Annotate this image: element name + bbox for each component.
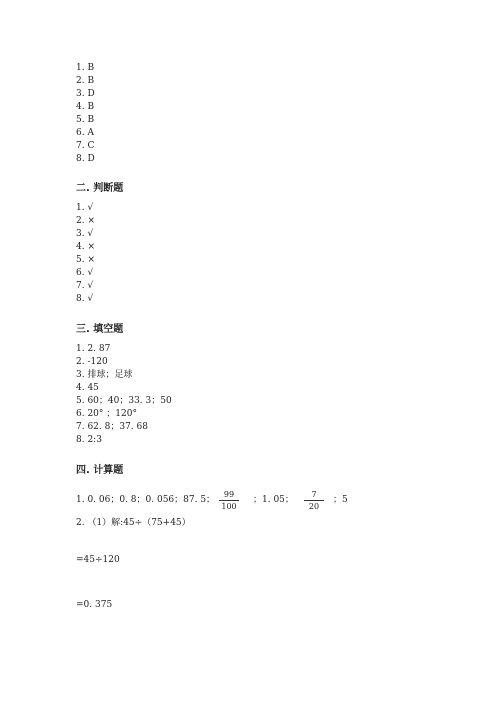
calc-answer-2-line2: =45÷120 <box>76 555 120 565</box>
fill-blank-answer-4: 4. 45 <box>76 383 99 393</box>
judgement-answer-8: 8. √ <box>76 294 94 304</box>
fill-blank-answer-3: 3. 排球；足球 <box>76 370 133 380</box>
judgement-answer-6: 6. √ <box>76 268 94 278</box>
calc-answer-1-part2: ；1. 05； <box>253 495 294 505</box>
fill-blank-answer-5: 5. 60；40；33. 3；50 <box>76 396 172 406</box>
judgement-answer-5: 5. × <box>76 255 95 265</box>
calc-answer-1-part3: ；5 <box>333 495 348 505</box>
fill-blank-answer-6: 6. 20° ；120° <box>76 409 137 419</box>
judgement-answer-4: 4. × <box>76 242 95 252</box>
fraction-7-20 <box>304 490 324 511</box>
calc-answer-2-line1: 2. （1）解:45÷（75+45） <box>76 518 191 528</box>
fraction-denominator: 100 <box>221 502 237 511</box>
fill-blank-answer-2: 2. -120 <box>76 357 108 367</box>
judgement-answer-3: 3. √ <box>76 229 94 239</box>
choice-answer-8: 8. D <box>76 154 95 164</box>
fraction-99-100 <box>219 490 239 511</box>
fraction-denominator: 20 <box>308 502 320 511</box>
section-heading-fill-blank: 三. 填空题 <box>76 324 124 335</box>
section-heading-calculation: 四. 计算题 <box>76 465 124 476</box>
fraction-numerator: 7 <box>311 490 317 499</box>
calc-answer-2-line3: =0. 375 <box>76 600 113 610</box>
fill-blank-answer-8: 8. 2:3 <box>76 435 102 445</box>
choice-answer-2: 2. B <box>76 76 95 86</box>
calc-answer-1-part1: 1. 0. 06；0. 8；0. 056；87. 5； <box>76 495 216 505</box>
fraction-bar <box>304 500 324 501</box>
choice-answer-3: 3. D <box>76 89 95 99</box>
section-heading-judgement: 二. 判断题 <box>76 183 124 194</box>
choice-answer-1: 1. B <box>76 63 95 73</box>
choice-answer-5: 5. B <box>76 115 95 125</box>
choice-answer-4: 4. B <box>76 102 95 112</box>
judgement-answer-2: 2. × <box>76 216 95 226</box>
fraction-numerator: 99 <box>223 490 235 499</box>
fraction-bar <box>219 500 239 501</box>
choice-answer-7: 7. C <box>76 141 95 151</box>
judgement-answer-7: 7. √ <box>76 281 94 291</box>
choice-answer-6: 6. A <box>76 128 94 138</box>
fill-blank-answer-1: 1. 2. 87 <box>76 344 111 354</box>
fill-blank-answer-7: 7. 62. 8；37. 68 <box>76 422 148 432</box>
judgement-answer-1: 1. √ <box>76 203 94 213</box>
